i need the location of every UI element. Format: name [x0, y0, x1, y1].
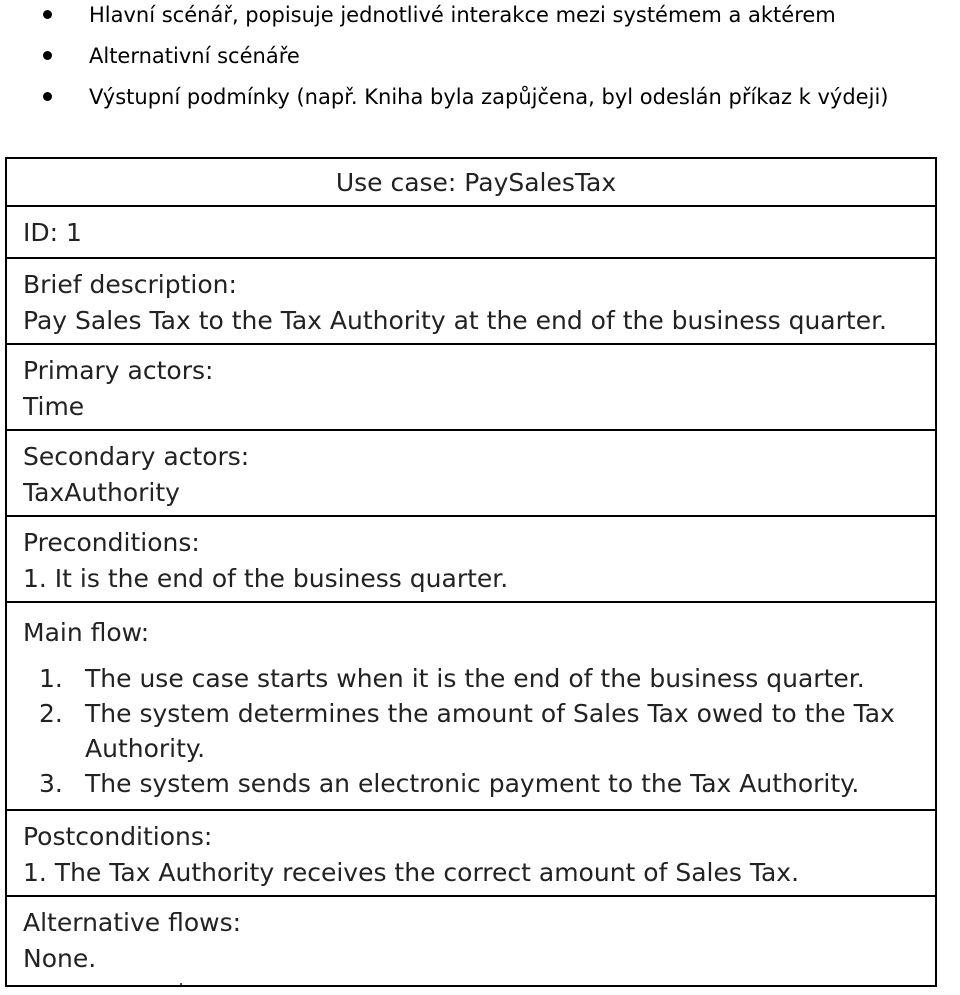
use-case-id-row — [7, 207, 935, 259]
secondary-actors-row — [7, 431, 935, 517]
bullet-text: Hlavní scénář, popisuje jednotlivé interakce mezi systémem a aktérem — [89, 3, 836, 27]
step-number: 2. — [39, 699, 63, 728]
bullet-dot-icon — [43, 10, 52, 19]
preconditions-row — [7, 517, 935, 603]
main-flow-step — [23, 766, 935, 801]
main-flow-step — [23, 696, 935, 766]
brief-description-text: Pay Sales Tax to the Tax Authority at the end of the business quarter. — [23, 306, 888, 335]
primary-actors-label: Primary actors: — [23, 356, 214, 385]
bullet-text: Výstupní podmínky (např. Kniha byla zapůjčena, byl odeslán příkaz k výdeji) — [89, 85, 889, 109]
bullet-dot-icon — [43, 51, 52, 60]
main-flow-list — [23, 661, 935, 801]
main-flow-label: Main flow: — [23, 618, 150, 647]
postconditions-row — [7, 811, 935, 897]
bullet-list — [0, 0, 960, 123]
preconditions-label: Preconditions: — [23, 528, 200, 557]
stray-mark — [180, 983, 182, 985]
brief-description-label: Brief description: — [23, 270, 237, 299]
step-number: 1. — [39, 664, 63, 693]
step-text: The use case starts when it is the end of the business quarter. — [85, 664, 865, 693]
use-case-title: Use case: PaySalesTax — [335, 168, 617, 197]
bullet-item — [0, 41, 960, 82]
alternative-flows-value: None. — [23, 944, 97, 973]
primary-actors-row — [7, 345, 935, 431]
use-case-id: ID: 1 — [23, 218, 82, 247]
step-text: The system determines the amount of Sales Tax owed to the Tax Authority. — [85, 699, 895, 763]
preconditions-value: 1. It is the end of the business quarter. — [23, 564, 509, 593]
main-flow-step — [23, 661, 935, 696]
alternative-flows-label: Alternative flows: — [23, 908, 242, 937]
postconditions-label: Postconditions: — [23, 822, 213, 851]
postconditions-value: 1. The Tax Authority receives the correct amount of Sales Tax. — [23, 858, 800, 887]
secondary-actors-label: Secondary actors: — [23, 442, 250, 471]
brief-description-row — [7, 259, 935, 345]
bullet-item — [0, 0, 960, 41]
alternative-flows-row — [7, 897, 935, 985]
use-case-title-row — [7, 159, 935, 207]
bullet-dot-icon — [43, 92, 52, 101]
use-case-table — [5, 157, 937, 987]
step-text: The system sends an electronic payment to the Tax Authority. — [85, 769, 860, 798]
bullet-item — [0, 82, 960, 123]
main-flow-row — [7, 603, 935, 811]
secondary-actors-value: TaxAuthority — [23, 478, 180, 507]
primary-actors-value: Time — [23, 392, 85, 421]
bullet-text: Alternativní scénáře — [89, 44, 300, 68]
step-number: 3. — [39, 769, 63, 798]
